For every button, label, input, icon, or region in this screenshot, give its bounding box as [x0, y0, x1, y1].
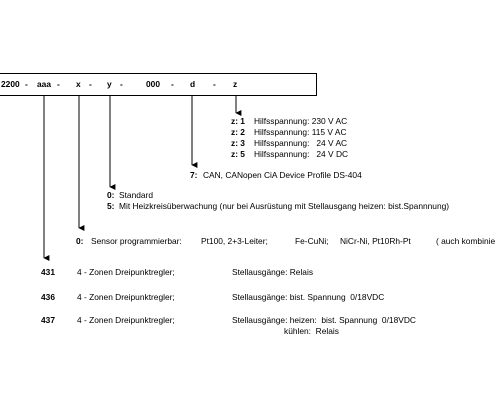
code-separator: - [25, 79, 28, 89]
code-segment-x: x [76, 79, 81, 89]
code-segment-2200: 2200 [1, 79, 20, 89]
z-option-code: z: 5 [231, 149, 245, 159]
code-segment-y: y [107, 79, 112, 89]
code-segment-000: 000 [146, 79, 160, 89]
y-option-text: Mit Heizkreisüberwachung (nur bei Ausrüstung mit Stellausgang heizen: bist.Spannnung) [119, 201, 450, 211]
x-option-value: ( auch kombinie [436, 236, 496, 246]
aaa-option-output: Stellausgänge: bist. Spannung 0/18VDC [232, 292, 385, 302]
z-option-text: Hilfsspannung: 230 V AC [254, 116, 348, 126]
aaa-option-type: 4 - Zonen Dreipunktregler; [77, 315, 175, 325]
code-separator: - [89, 79, 92, 89]
aaa-option-code: 436 [41, 292, 55, 302]
y-option-code: 0: [107, 190, 115, 200]
z-option-code: z: 3 [231, 138, 245, 148]
y-option-code: 5: [107, 201, 115, 211]
code-segment-z: z [233, 79, 238, 89]
x-option-code: 0: [76, 236, 84, 246]
aaa-option-code: 437 [41, 315, 55, 325]
aaa-option-type: 4 - Zonen Dreipunktregler; [77, 267, 175, 277]
d-option-code: 7: [190, 170, 198, 180]
code-segment-aaa: aaa [37, 79, 51, 89]
aaa-option-code: 431 [41, 267, 55, 277]
z-option-text: Hilfsspannung: 24 V AC [254, 138, 348, 148]
d-option-text: CAN, CANopen CiA Device Profile DS-404 [203, 170, 362, 180]
z-option-code: z: 1 [231, 116, 245, 126]
aaa-option-output: Stellausgänge: heizen: bist. Spannung 0/18VDC [232, 315, 416, 325]
x-option-value: NiCr-Ni, Pt10Rh-Pt [340, 236, 411, 246]
code-separator: - [171, 79, 174, 89]
x-option-value: Pt100, 2+3-Leiter; [201, 236, 268, 246]
x-option-label: Sensor programmierbar: [91, 236, 182, 246]
aaa-option-output-cont: kühlen: Relais [284, 326, 339, 336]
code-segment-d: d [190, 79, 196, 89]
aaa-option-output: Stellausgänge: Relais [232, 267, 314, 277]
z-option-code: z: 2 [231, 127, 245, 137]
x-option-value: Fe-CuNi; [295, 236, 329, 246]
z-option-text: Hilfsspannung: 24 V DC [254, 149, 349, 159]
code-separator: - [57, 79, 60, 89]
y-option-text: Standard [119, 190, 153, 200]
z-option-text: Hilfsspannung: 115 V AC [254, 127, 347, 137]
code-separator: - [213, 79, 216, 89]
code-separator: - [120, 79, 123, 89]
aaa-option-type: 4 - Zonen Dreipunktregler; [77, 292, 175, 302]
